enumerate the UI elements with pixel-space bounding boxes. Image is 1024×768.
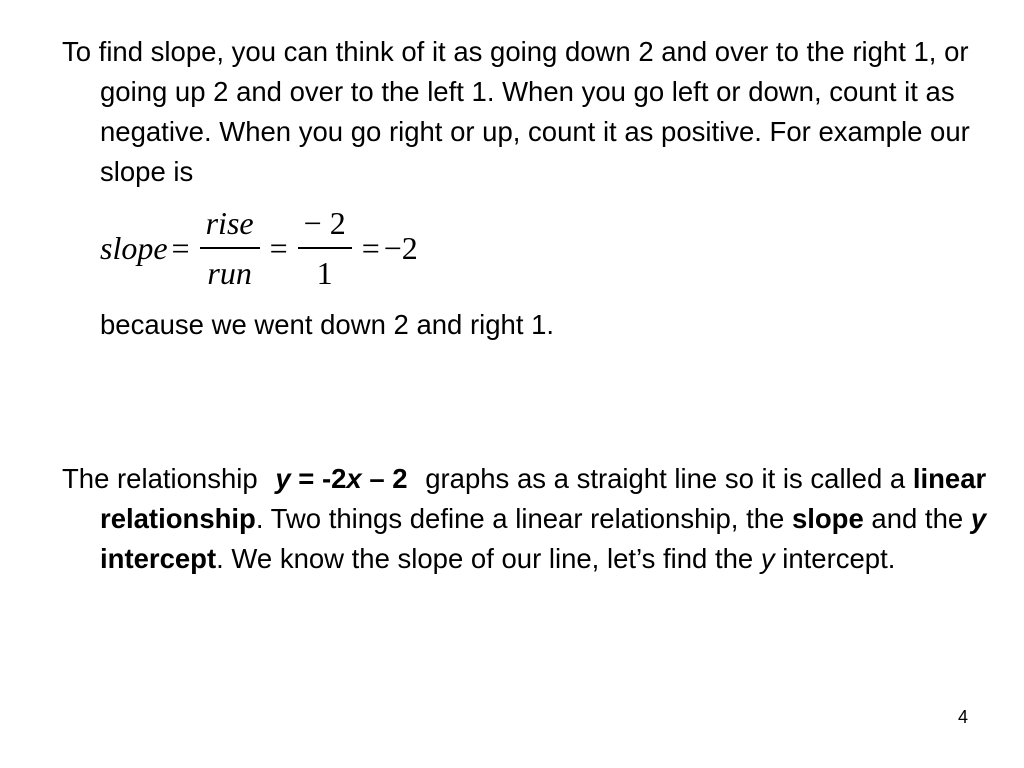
relationship-text-3: . Two things define a linear relationship, the (255, 503, 792, 534)
term-slope: slope (791, 503, 864, 534)
fraction-rise-over-run (200, 199, 260, 297)
equation-middle: = -2 (290, 463, 347, 494)
fraction-denominator-run: run (207, 254, 252, 291)
term-linear-relationship: linear relationship (100, 463, 987, 534)
formula-equals-2: = (269, 229, 288, 266)
paragraph-slope-explanation (62, 32, 1010, 192)
formula-result: −2 (383, 229, 418, 266)
formula-slope-label: slope (100, 229, 168, 266)
formula-equals-1: = (171, 229, 190, 266)
slope-formula (100, 198, 418, 298)
fraction-denominator-1: 1 (316, 254, 333, 291)
fraction-neg2-over-1 (298, 199, 352, 297)
relationship-text-2: graphs as a straight line so it is called a (425, 463, 913, 494)
fraction-numerator-neg2: − 2 (303, 205, 346, 242)
equation-x-variable: x (346, 463, 362, 494)
page-number: 4 (957, 707, 968, 727)
slope-reason-text: because we went down 2 and right 1. (100, 309, 555, 340)
relationship-text-6: intercept. (774, 543, 896, 574)
term-y-variable: y (970, 503, 987, 534)
y-variable-italic: y (760, 543, 775, 574)
relationship-intro-text: The relationship (62, 463, 258, 494)
fraction-numerator-rise: rise (205, 205, 254, 242)
equation-constant: – 2 (361, 463, 408, 494)
paragraph-linear-relationship (62, 459, 1010, 579)
relationship-text-4: and the (863, 503, 971, 534)
slope-explanation-text: To find slope, you can think of it as going down 2 and over to the right 1, or going up 2 and over to the left 1. When you go left or down, count it as negative. When you go right or up, count it as positive. For example our slope is (62, 36, 970, 187)
relationship-text-5: . We know the slope of our line, let’s find the (216, 543, 761, 574)
formula-equals-3: = (361, 229, 380, 266)
term-intercept: intercept (100, 543, 217, 574)
linear-equation (275, 463, 407, 494)
equation-y-variable: y (275, 463, 291, 494)
